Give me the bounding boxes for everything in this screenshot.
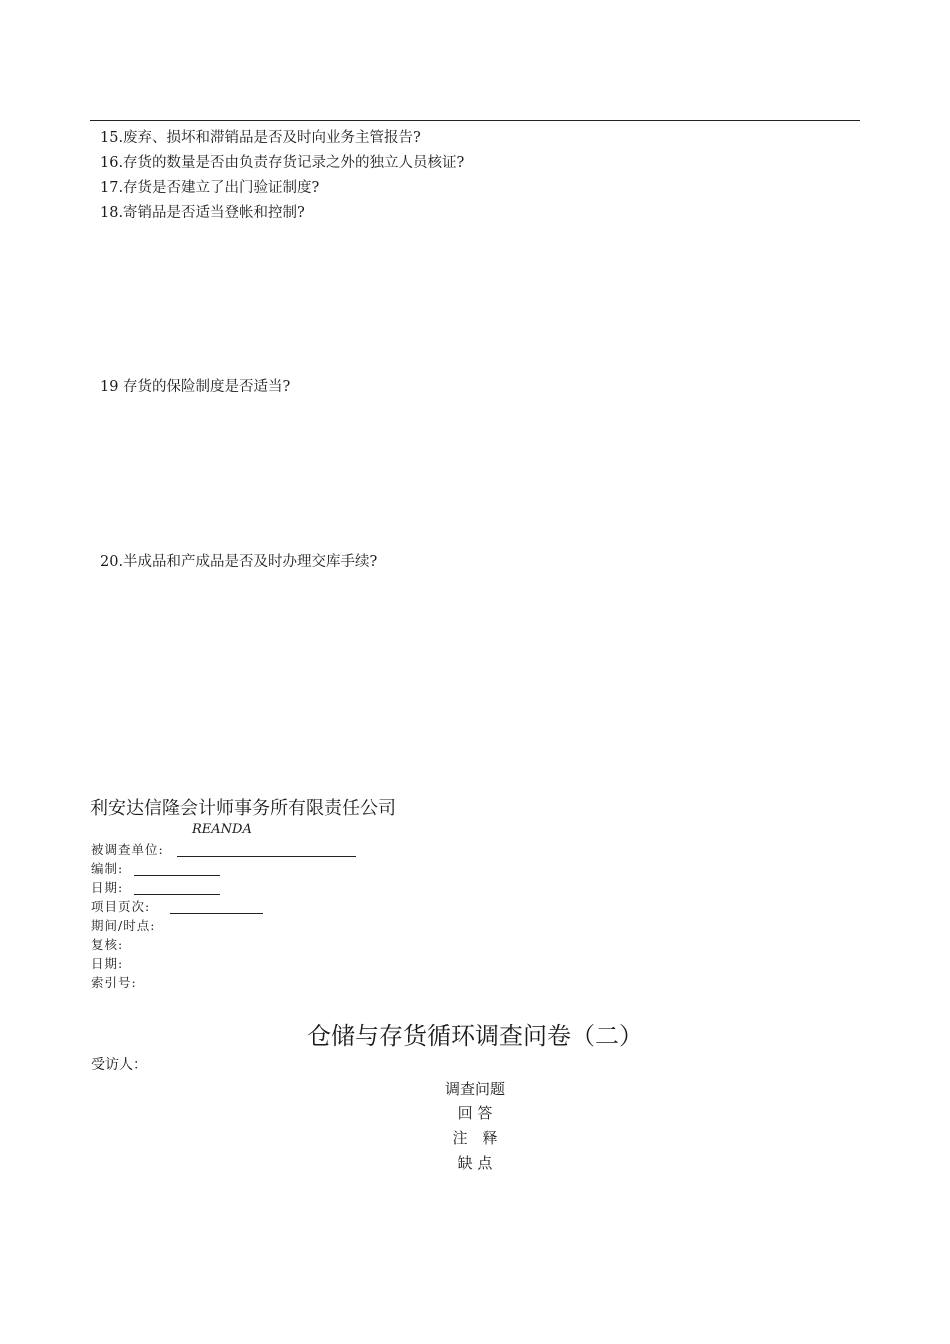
- field-date1-line: [134, 894, 220, 895]
- field-prepared-label: 编制:: [91, 861, 124, 876]
- field-unit-line: [177, 856, 356, 857]
- field-date2-label: 日期:: [91, 956, 124, 971]
- field-prepared-line: [134, 875, 220, 876]
- company-name: 利安达信隆会计师事务所有限责任公司: [90, 798, 396, 819]
- column-note: 注 释: [452, 1129, 498, 1147]
- field-item-page-line: [170, 913, 263, 914]
- header-rule: [90, 120, 860, 121]
- field-index-label: 索引号:: [91, 975, 137, 990]
- column-question: 调查问题: [444, 1080, 505, 1098]
- interviewee-label: 受访人：: [91, 1057, 147, 1073]
- company-brand: REANDA: [192, 822, 252, 837]
- question-19: 19 存货的保险制度是否适当?: [100, 379, 291, 395]
- question-17: 17.存货是否建立了出门验证制度?: [100, 180, 320, 196]
- column-defect: 缺 点: [457, 1154, 493, 1172]
- field-date1-label: 日期:: [91, 880, 124, 895]
- question-18: 18.寄销品是否适当登帐和控制?: [100, 205, 305, 221]
- column-answer: 回 答: [457, 1104, 493, 1122]
- page-title: 仓储与存货循环调查问卷（二）: [307, 1022, 643, 1050]
- field-item-page-label: 项目页次:: [91, 899, 151, 914]
- question-20: 20.半成品和产成品是否及时办理交库手续?: [100, 554, 378, 570]
- field-review-label: 复核:: [91, 937, 124, 952]
- question-16: 16.存货的数量是否由负责存货记录之外的独立人员核证?: [100, 155, 465, 171]
- field-unit-label: 被调查单位:: [91, 842, 164, 857]
- field-period-label: 期间/时点:: [91, 918, 156, 933]
- question-15: 15.废弃、损坏和滞销品是否及时向业务主管报告?: [100, 130, 421, 146]
